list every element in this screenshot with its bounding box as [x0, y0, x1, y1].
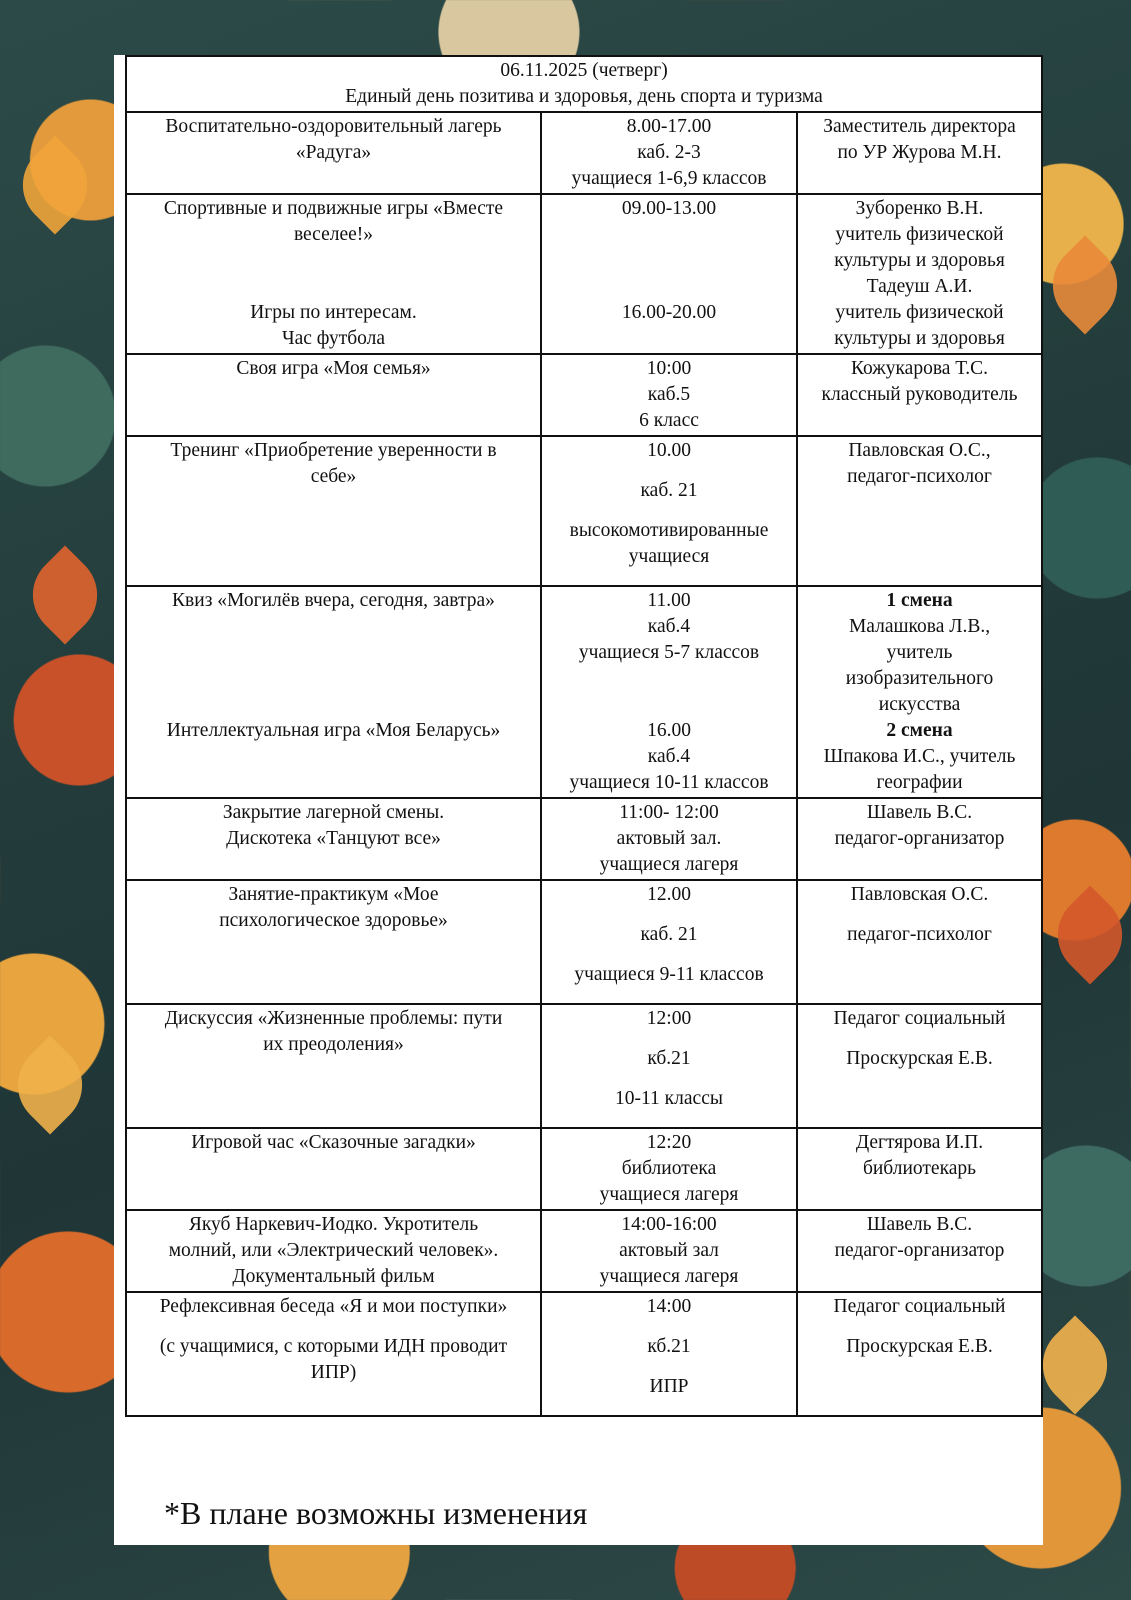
info-text: 8.00-17.00	[626, 116, 712, 137]
responsible-text: изобразительного	[845, 668, 994, 689]
info-text: библиотека	[621, 1158, 717, 1179]
event-text: их преодоления»	[263, 1034, 404, 1055]
responsible-cell	[797, 1004, 1042, 1128]
responsible-cell	[797, 436, 1042, 586]
responsible-text: педагог-психолог	[847, 924, 992, 945]
info-text: высокомотивированные	[569, 520, 769, 541]
responsible-text: Педагог социальный	[833, 1008, 1006, 1029]
responsible-cell	[797, 798, 1042, 880]
info-text: 11:00- 12:00	[619, 802, 719, 823]
event-text: Игры по интересам.	[250, 302, 417, 323]
table-row	[126, 586, 1042, 798]
autumn-leaf-decoration	[6, 136, 105, 235]
table-row	[126, 1292, 1042, 1416]
responsible-cell	[797, 1128, 1042, 1210]
event-text: Спортивные и подвижные игры «Вместе	[163, 198, 504, 219]
info-text: 14:00	[646, 1296, 692, 1317]
footer-note: *В плане возможны изменения	[164, 1495, 588, 1531]
table-row	[126, 798, 1042, 880]
info-text: 10:00	[646, 358, 692, 379]
responsible-text: педагог-психолог	[847, 466, 992, 487]
info-text: каб. 21	[640, 924, 698, 945]
responsible-text: классный руководитель	[821, 384, 1018, 405]
event-text: веселее!»	[293, 224, 374, 245]
event-text: Своя игра «Моя семья»	[236, 358, 431, 379]
info-cell	[541, 354, 797, 436]
info-cell	[541, 112, 797, 194]
event-cell	[126, 1210, 541, 1292]
autumn-leaf-decoration	[16, 546, 115, 645]
event-text: Якуб Наркевич-Иодко. Укротитель	[188, 1214, 479, 1235]
event-text: Документальный фильм	[232, 1266, 435, 1287]
responsible-text: учитель физической	[835, 302, 1004, 323]
info-text: 14:00-16:00	[621, 1214, 717, 1235]
info-text: 12.00	[647, 884, 691, 905]
responsible-cell	[797, 194, 1042, 354]
event-cell	[126, 1292, 541, 1416]
event-text: Тренинг «Приобретение уверенности в	[170, 440, 497, 461]
info-text: учащиеся лагеря	[599, 1266, 739, 1287]
table-row	[126, 194, 1042, 354]
info-text: учащиеся 9-11 классов	[574, 964, 764, 985]
shift-label: 2 смена	[886, 720, 953, 741]
responsible-text: по УР Журова М.Н.	[837, 142, 1002, 163]
autumn-leaf-decoration	[1041, 886, 1131, 985]
info-text: каб. 2-3	[637, 142, 701, 163]
info-text: каб. 21	[640, 480, 698, 501]
event-text: Интеллектуальная игра «Моя Беларусь»	[166, 720, 501, 741]
event-text: Дискуссия «Жизненные проблемы: пути	[164, 1008, 503, 1029]
info-cell	[541, 194, 797, 354]
table-row	[126, 436, 1042, 586]
info-text: 09.00-13.00	[621, 198, 717, 219]
event-text: Квиз «Могилёв вчера, сегодня, завтра»	[172, 590, 495, 611]
info-cell	[541, 1004, 797, 1128]
responsible-text: Педагог социальный	[833, 1296, 1006, 1317]
info-cell	[541, 798, 797, 880]
responsible-text: Павловская О.С.,	[848, 440, 991, 461]
event-text: Закрытие лагерной смены.	[222, 802, 445, 823]
responsible-text: Кожукарова Т.С.	[850, 358, 989, 379]
responsible-text: Зуборенко В.Н.	[855, 198, 984, 219]
event-text: себе»	[310, 466, 357, 487]
info-text: 12:00	[646, 1008, 692, 1029]
responsible-cell	[797, 112, 1042, 194]
table-row	[126, 1128, 1042, 1210]
schedule-title: Единый день позитива и здоровья, день спорта и туризма	[345, 86, 823, 107]
responsible-text: Шавель В.С.	[866, 1214, 973, 1235]
event-cell	[126, 1004, 541, 1128]
responsible-text: Заместитель директора	[823, 116, 1016, 137]
responsible-text: Шавель В.С.	[866, 802, 973, 823]
event-cell	[126, 1128, 541, 1210]
info-text: каб.4	[647, 746, 691, 767]
table-header-row	[126, 56, 1042, 112]
event-cell	[126, 436, 541, 586]
responsible-text: Проскурская Е.В.	[846, 1336, 993, 1357]
info-text: учащиеся 5-7 классов	[578, 642, 760, 663]
responsible-cell	[797, 586, 1042, 798]
responsible-text: Дегтярова И.П.	[855, 1132, 984, 1153]
autumn-leaf-decoration	[1, 1036, 100, 1135]
info-text: 11.00	[647, 590, 691, 611]
responsible-text: географии	[876, 772, 963, 793]
info-text: учащиеся лагеря	[599, 1184, 739, 1205]
event-cell	[126, 798, 541, 880]
responsible-text: культуры и здоровья	[834, 250, 1005, 271]
responsible-text: библиотекарь	[862, 1158, 977, 1179]
event-text: молний, или «Электрический человек».	[168, 1240, 499, 1261]
responsible-text: педагог-организатор	[834, 1240, 1005, 1261]
info-text: учащиеся	[628, 546, 710, 567]
event-text: Час футбола	[281, 328, 386, 349]
responsible-text: Малашкова Л.В.,	[848, 616, 991, 637]
responsible-text: искусства	[878, 694, 961, 715]
autumn-leaf-decoration	[1036, 236, 1131, 335]
event-text: ИПР)	[310, 1362, 357, 1383]
responsible-cell	[797, 354, 1042, 436]
info-text: каб.4	[647, 616, 691, 637]
responsible-cell	[797, 1292, 1042, 1416]
table-row	[126, 880, 1042, 1004]
info-text: кб.21	[647, 1048, 691, 1069]
event-text: Рефлексивная беседа «Я и мои поступки»	[159, 1296, 508, 1317]
responsible-text: культуры и здоровья	[834, 328, 1005, 349]
info-text: учащиеся лагеря	[599, 854, 739, 875]
info-text: 16.00-20.00	[621, 302, 717, 323]
info-cell	[541, 1210, 797, 1292]
responsible-text: Проскурская Е.В.	[846, 1048, 993, 1069]
info-text: 10.00	[647, 440, 691, 461]
event-text: «Радуга»	[295, 142, 372, 163]
responsible-text: педагог-организатор	[834, 828, 1005, 849]
responsible-cell	[797, 880, 1042, 1004]
header-cell	[126, 56, 1042, 112]
info-text: актовый зал.	[616, 828, 722, 849]
info-text: каб.5	[647, 384, 691, 405]
table-row	[126, 1210, 1042, 1292]
table-row	[126, 354, 1042, 436]
table-row	[126, 1004, 1042, 1128]
responsible-text: Шпакова И.С., учитель	[823, 746, 1016, 767]
info-text: кб.21	[647, 1336, 691, 1357]
shift-label: 1 смена	[886, 590, 953, 611]
responsible-text: Павловская О.С.	[850, 884, 989, 905]
info-text: 6 класс	[639, 410, 699, 431]
event-text: (с учащимися, с которыми ИДН проводит	[159, 1336, 508, 1357]
event-cell	[126, 194, 541, 354]
info-text: 16.00	[647, 720, 691, 741]
event-text: Игровой час «Сказочные загадки»	[191, 1132, 476, 1153]
event-cell	[126, 586, 541, 798]
schedule-date: 06.11.2025 (четверг)	[500, 60, 668, 81]
event-text: Дискотека «Танцуют все»	[226, 828, 441, 849]
responsible-cell	[797, 1210, 1042, 1292]
info-text: ИПР	[649, 1376, 689, 1397]
info-text: 10-11 классы	[615, 1088, 723, 1109]
event-cell	[126, 880, 541, 1004]
responsible-text: учитель	[886, 642, 953, 663]
info-text: 12:20	[646, 1132, 692, 1153]
info-cell	[541, 880, 797, 1004]
info-cell	[541, 1128, 797, 1210]
event-cell	[126, 112, 541, 194]
event-text: Воспитательно-оздоровительный лагерь	[165, 116, 502, 137]
event-cell	[126, 354, 541, 436]
info-text: актовый зал	[619, 1240, 719, 1261]
event-text: Занятие-практикум «Мое	[228, 884, 439, 905]
info-cell	[541, 1292, 797, 1416]
info-cell	[541, 436, 797, 586]
responsible-text: учитель физической	[835, 224, 1004, 245]
info-text: учащиеся 10-11 классов	[569, 772, 769, 793]
schedule-table	[125, 55, 1043, 1417]
info-text: учащиеся 1-6,9 классов	[571, 168, 767, 189]
event-text: психологическое здоровье»	[219, 910, 448, 931]
schedule-sheet	[114, 55, 1043, 1545]
info-cell	[541, 586, 797, 798]
table-row	[126, 112, 1042, 194]
responsible-text: Тадеуш А.И.	[866, 276, 973, 297]
